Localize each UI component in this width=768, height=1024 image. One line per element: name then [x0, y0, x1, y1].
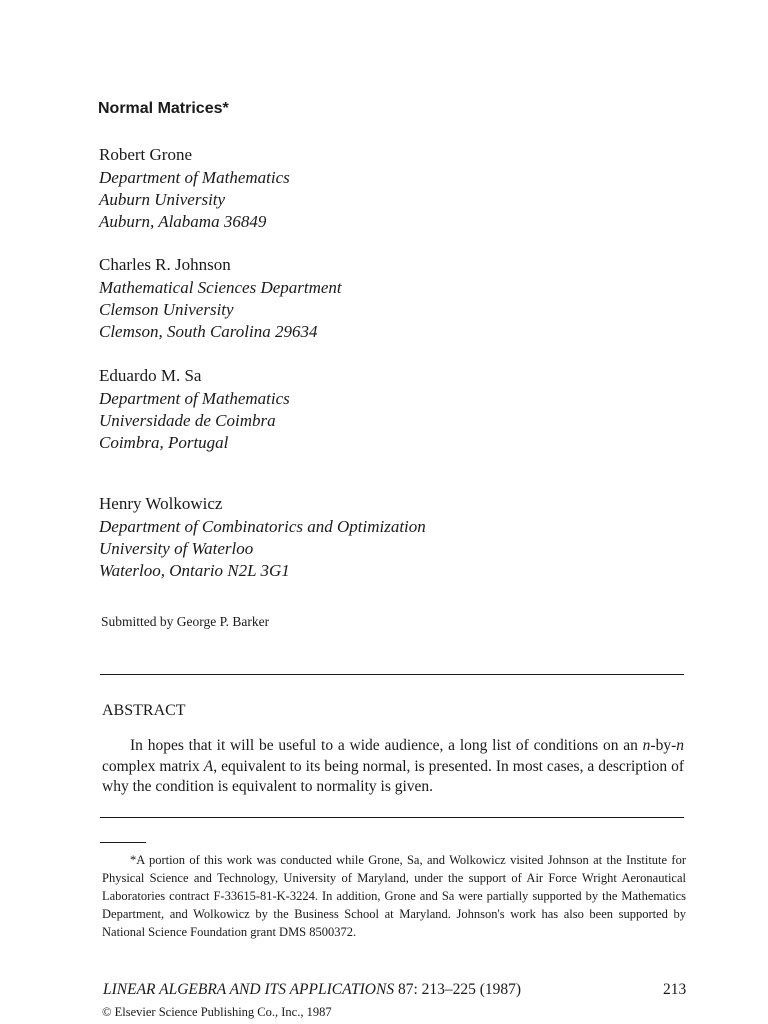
page-number: 213 — [663, 981, 687, 998]
abstract-heading: ABSTRACT — [102, 702, 186, 719]
abstract-math-a: A — [203, 757, 214, 775]
author-name: Charles R. Johnson — [99, 255, 231, 274]
author-affiliation-line: Department of Combinatorics and Optimization — [99, 517, 426, 536]
journal-citation — [103, 981, 521, 999]
author-affiliation-line: Clemson University — [99, 300, 234, 319]
paper-title — [98, 100, 229, 118]
abstract-text-part: -by- — [650, 737, 677, 754]
author-affiliation-line: Department of Mathematics — [99, 168, 290, 187]
author-affiliation-line: Universidade de Coimbra — [99, 411, 276, 430]
footnote-rule — [100, 842, 146, 843]
title-footnote-mark: * — [222, 100, 229, 117]
copyright-notice: © Elsevier Science Publishing Co., Inc., 1987 — [102, 1005, 332, 1019]
abstract-text-part: complex matrix — [102, 757, 204, 775]
abstract-top-rule — [100, 674, 684, 675]
author-affiliation-line: Mathematical Sciences Department — [99, 278, 342, 297]
author-affiliation-line: Coimbra, Portugal — [99, 433, 229, 452]
abstract-text-part: In hopes that it will be useful to a wide audience, a long list of conditions on an — [130, 737, 643, 754]
abstract-text-part: , equivalent to its being normal, is presented. In most cases, a description of why the condition is equivalent to normality is given. — [102, 757, 684, 795]
author-affiliation-line: Department of Mathematics — [99, 389, 290, 408]
abstract-bottom-rule — [100, 817, 684, 818]
author-affiliation-line: Auburn University — [99, 190, 226, 209]
author-affiliation-line: Auburn, Alabama 36849 — [99, 212, 267, 231]
abstract-math-n: n — [676, 737, 684, 754]
submitted-by: Submitted by George P. Barker — [101, 614, 270, 629]
author-affiliation-line: University of Waterloo — [99, 539, 254, 558]
author-affiliation-line: Waterloo, Ontario N2L 3G1 — [99, 561, 290, 580]
author-name: Robert Grone — [99, 145, 193, 164]
author-affiliation-line: Clemson, South Carolina 29634 — [99, 322, 318, 341]
abstract-text — [102, 736, 684, 798]
footnote: *A portion of this work was conducted while Grone, Sa, and Wolkowicz visited Johnson at the Institute for Physical Science and Technology, University of Maryland, under the support of Air Force Wright Aeronautical Laboratories contract F-33615-81-K-3224. In addition, Grone and Sa were partially supported by the Mathematics Department, and Wolkowicz by the Business School at Maryland. Johnson's work has also been supported by National Science Foundation grant DMS 8500372. — [102, 853, 686, 939]
author-name: Henry Wolkowicz — [99, 494, 223, 513]
paper-title-text: Normal Matrices — [98, 100, 223, 117]
abstract-math-n: n — [642, 737, 651, 754]
journal-name: LINEAR ALGEBRA AND ITS APPLICATIONS — [103, 981, 395, 998]
author-name: Eduardo M. Sa — [99, 366, 202, 385]
journal-volume-pages: 87: 213–225 (1987) — [397, 981, 522, 998]
